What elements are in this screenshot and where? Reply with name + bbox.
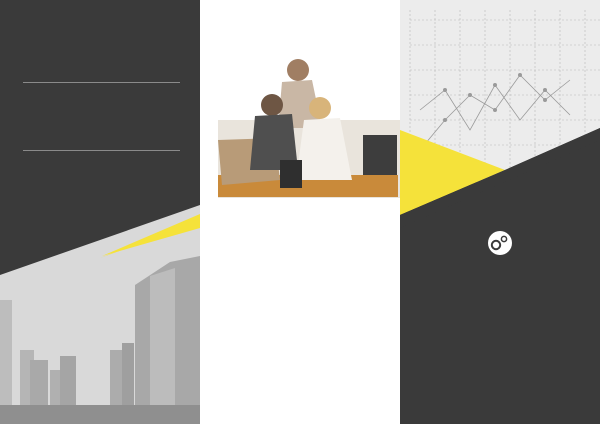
right-panel [400, 0, 600, 424]
feature-item-1 [23, 37, 183, 71]
divider [23, 82, 180, 83]
pie-chart-icon [23, 172, 57, 206]
pie-chart-icon [23, 104, 57, 138]
pie-chart-icon [23, 37, 57, 71]
middle-panel [200, 0, 400, 424]
divider [23, 150, 180, 151]
right-panel-graphics [400, 0, 600, 424]
feature-item-3 [23, 172, 183, 206]
feature-item-2 [23, 104, 183, 138]
bar-chart [200, 0, 400, 424]
gears-icon [488, 231, 512, 255]
left-panel [0, 0, 200, 424]
